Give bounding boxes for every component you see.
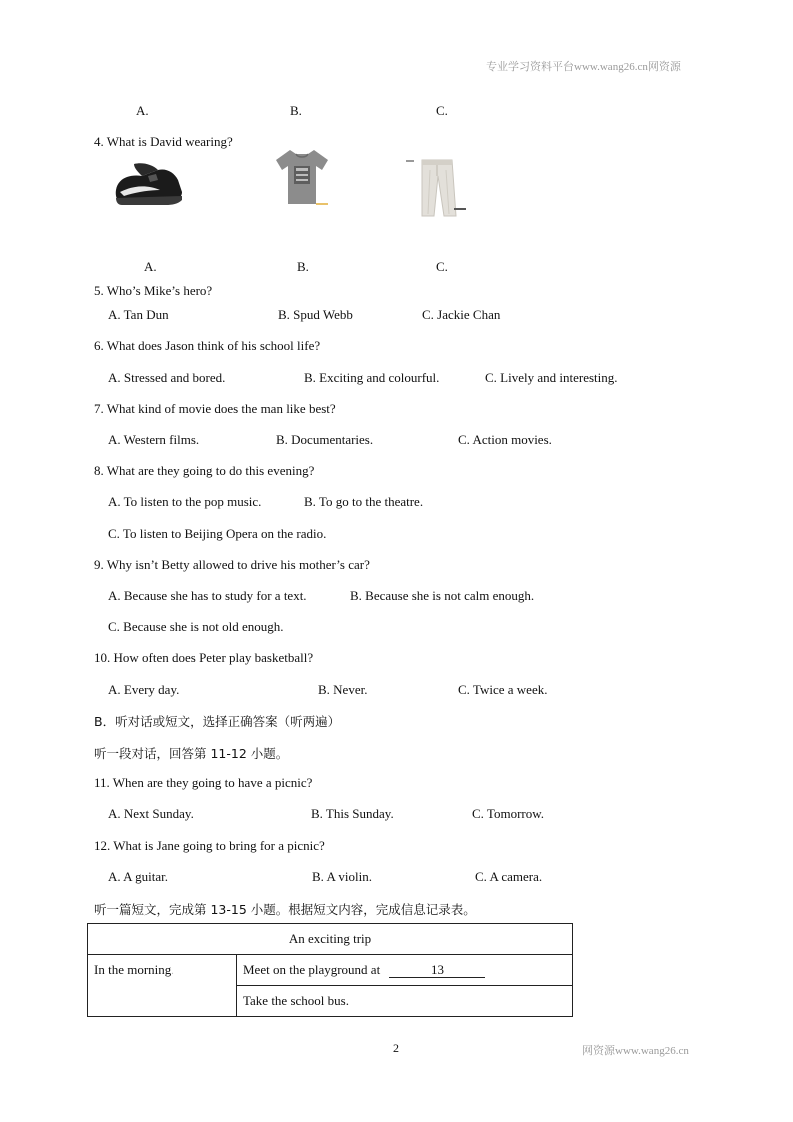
sneaker-icon <box>112 160 186 206</box>
q9-option-a: A. Because she has to study for a text. <box>108 588 307 603</box>
q12-option-b: B. A violin. <box>312 869 372 884</box>
q8-option-c: C. To listen to Beijing Opera on the radio. <box>108 526 327 541</box>
q7-question: 7. What kind of movie does the man like best? <box>94 401 336 416</box>
table-row-label: In the morning <box>94 962 172 977</box>
q4-option-a: A. <box>144 259 157 274</box>
q7-option-c: C. Action movies. <box>458 432 552 447</box>
q12-option-c: C. A camera. <box>475 869 543 884</box>
table-row-label-mark: . <box>171 966 174 977</box>
footer-watermark: 网资源www.wang26.cn <box>582 1045 689 1057</box>
tshirt-icon <box>272 148 332 208</box>
q12-option-a: A. A guitar. <box>108 869 168 884</box>
q4-option-c: C. <box>436 259 448 274</box>
q8-question: 8. What are they going to do this evening? <box>94 463 315 478</box>
table-item-1 <box>237 955 573 986</box>
q10-option-b: B. Never. <box>318 682 368 697</box>
q4-option-b: B. <box>297 259 309 274</box>
q9-question: 9. Why isn’t Betty allowed to drive his mother’s car? <box>94 557 370 572</box>
q5-option-b: B. Spud Webb <box>278 307 353 322</box>
table-row-label-cell <box>88 955 237 1017</box>
q11-option-c: C. Tomorrow. <box>472 806 545 821</box>
q8-option-a: A. To listen to the pop music. <box>108 494 262 509</box>
passage-intro: 听一篇短文，完成第 13-15 小题。根据短文内容，完成信息记录表。 <box>94 902 476 917</box>
q12-question: 12. What is Jane going to bring for a picnic? <box>94 838 325 853</box>
q3-option-c: C. <box>436 103 448 118</box>
trousers-icon <box>404 156 468 218</box>
q9-option-c: C. Because she is not old enough. <box>108 619 284 634</box>
q4-question: 4. What is David wearing? <box>94 134 233 149</box>
q10-question: 10. How often does Peter play basketball? <box>94 650 314 665</box>
section-b-intro: 听一段对话，回答第 11-12 小题。 <box>94 746 289 761</box>
table-item-2: Take the school bus. <box>237 986 573 1017</box>
table-item-1-text: Meet on the playground at <box>243 962 381 977</box>
q10-option-c: C. Twice a week. <box>458 682 548 697</box>
section-b-title: B．听对话或短文，选择正确答案（听两遍） <box>94 714 341 729</box>
q11-option-a: A. Next Sunday. <box>108 806 194 821</box>
q11-option-b: B. This Sunday. <box>311 806 394 821</box>
q7-option-a: A. Western films. <box>108 432 200 447</box>
header-watermark: 专业学习资料平台www.wang26.cn网资源 <box>486 61 681 73</box>
q6-option-a: A. Stressed and bored. <box>108 370 226 385</box>
info-record-table <box>87 923 573 1017</box>
page-number: 2 <box>393 1041 399 1055</box>
q3-option-b: B. <box>290 103 302 118</box>
q5-question: 5. Who’s Mike’s hero? <box>94 283 213 298</box>
q11-question: 11. When are they going to have a picnic? <box>94 775 313 790</box>
q6-option-b: B. Exciting and colourful. <box>304 370 440 385</box>
q8-option-b: B. To go to the theatre. <box>304 494 424 509</box>
q6-question: 6. What does Jason think of his school life? <box>94 338 321 353</box>
blank-13[interactable]: 13 <box>389 962 485 978</box>
q5-option-a: A. Tan Dun <box>108 307 169 322</box>
q3-option-a: A. <box>136 103 149 118</box>
q5-option-c: C. Jackie Chan <box>422 307 501 322</box>
q6-option-c: C. Lively and interesting. <box>485 370 618 385</box>
q7-option-b: B. Documentaries. <box>276 432 374 447</box>
table-title: An exciting trip <box>88 924 573 955</box>
q10-option-a: A. Every day. <box>108 682 180 697</box>
q9-option-b: B. Because she is not calm enough. <box>350 588 535 603</box>
